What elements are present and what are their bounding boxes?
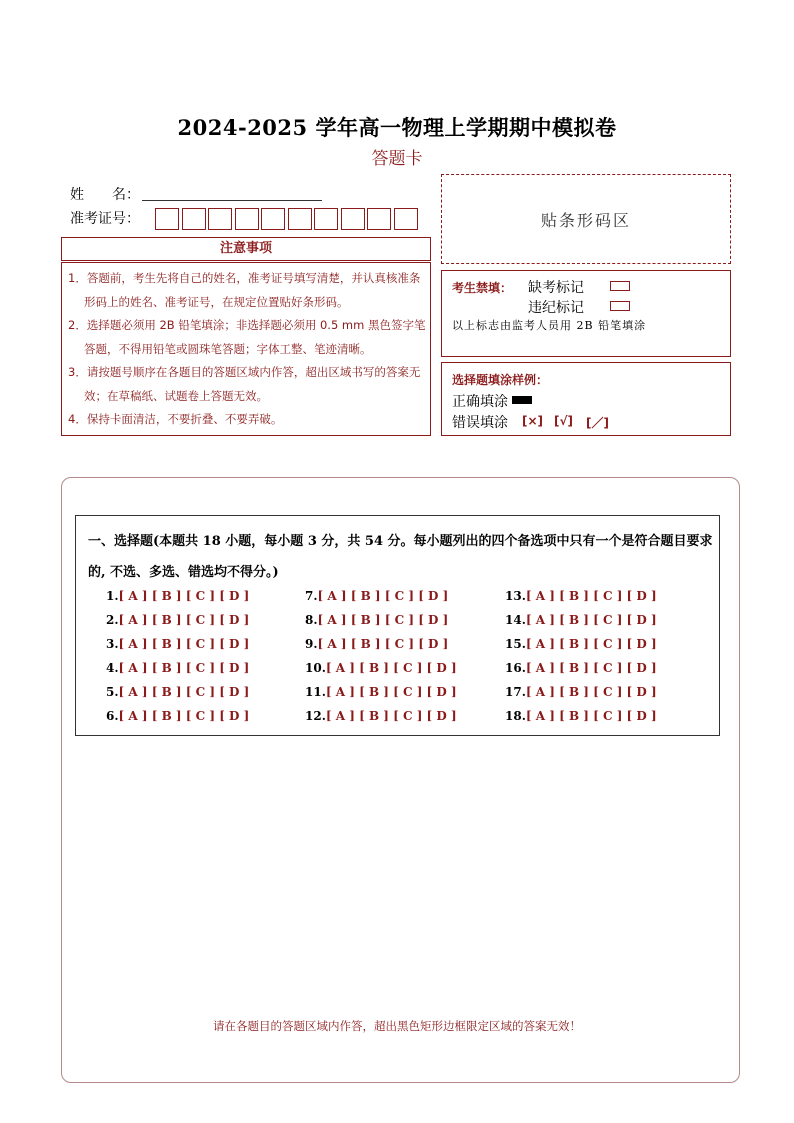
fill-sample-title: 选择题填涂样例： [452, 373, 549, 387]
id-box[interactable] [208, 208, 232, 230]
id-box[interactable] [367, 208, 391, 230]
answer-options[interactable]: [ A ] [ B ] [ C ] [ D ] [118, 613, 250, 627]
id-box[interactable] [182, 208, 206, 230]
question-7[interactable] [305, 589, 448, 603]
exam-marks-label: 考生禁填： [452, 281, 513, 295]
answer-options[interactable]: [ A ] [ B ] [ C ] [ D ] [325, 709, 457, 723]
question-2[interactable] [106, 613, 249, 627]
correct-fill-sample [512, 396, 532, 404]
barcode-area [441, 174, 731, 264]
answer-options[interactable]: [ A ] [ B ] [ C ] [ D ] [325, 661, 457, 675]
violation-mark-box[interactable] [610, 301, 630, 311]
answer-options[interactable]: [ A ] [ B ] [ C ] [ D ] [525, 661, 657, 675]
question-1[interactable] [106, 589, 249, 603]
question-5[interactable] [106, 685, 249, 699]
page-title: 2024-2025 学年高一物理上学期期中模拟卷 [177, 115, 617, 140]
violation-mark-label: 违纪标记 [528, 300, 584, 316]
question-9[interactable] [305, 637, 448, 651]
notice-body [61, 262, 431, 436]
question-10[interactable] [305, 661, 457, 675]
question-number: 15. [505, 637, 526, 651]
answer-options[interactable]: [ A ] [ B ] [ C ] [ D ] [317, 637, 449, 651]
question-number: 13. [505, 589, 526, 603]
answer-options[interactable]: [ A ] [ B ] [ C ] [ D ] [118, 589, 250, 603]
notice-title: 注意事项 [61, 237, 431, 261]
choice-section [75, 515, 720, 736]
question-number: 7. [305, 589, 318, 603]
page-subtitle: 答题卡 [371, 149, 423, 169]
notice-item: 4．保持卡面清洁，不要折叠、不要弄破。 [68, 412, 283, 426]
question-14[interactable] [505, 613, 657, 627]
answer-options[interactable]: [ A ] [ B ] [ C ] [ D ] [317, 613, 449, 627]
notice-item: 1．答题前，考生先将自己的姓名，准考证号填写清楚，并认真核准条形码上的姓名、准考证号，在规定位置贴好条形码。 [68, 271, 421, 309]
question-number: 6. [106, 709, 119, 723]
question-8[interactable] [305, 613, 448, 627]
id-box[interactable] [341, 208, 365, 230]
question-11[interactable] [305, 685, 457, 699]
wrong-fill-sample-3: [／] [586, 416, 609, 430]
barcode-label: 贴条形码区 [540, 210, 631, 230]
question-number: 2. [106, 613, 119, 627]
answer-options[interactable]: [ A ] [ B ] [ C ] [ D ] [118, 709, 250, 723]
id-box[interactable] [394, 208, 418, 230]
question-17[interactable] [505, 685, 657, 699]
answer-options[interactable]: [ A ] [ B ] [ C ] [ D ] [525, 637, 657, 651]
answer-options[interactable]: [ A ] [ B ] [ C ] [ D ] [118, 661, 250, 675]
answer-options[interactable]: [ A ] [ B ] [ C ] [ D ] [525, 613, 657, 627]
question-number: 10. [305, 661, 326, 675]
question-18[interactable] [505, 709, 657, 723]
question-4[interactable] [106, 661, 249, 675]
name-label: 姓 名： [70, 187, 140, 203]
wrong-fill-sample-2: [√] [554, 414, 573, 428]
question-number: 16. [505, 661, 526, 675]
section-heading: 一、选择题(本题共 18 小题，每小题 3 分，共 54 分。每小题列出的四个备选项中只有一个是符合题目要求的, 不选、多选、错选均不得分。) [88, 534, 713, 580]
answer-options[interactable]: [ A ] [ B ] [ C ] [ D ] [325, 685, 457, 699]
id-label: 准考证号： [70, 211, 140, 227]
answer-options[interactable]: [ A ] [ B ] [ C ] [ D ] [317, 589, 449, 603]
question-number: 18. [505, 709, 526, 723]
question-number: 9. [305, 637, 318, 651]
answer-options[interactable]: [ A ] [ B ] [ C ] [ D ] [118, 637, 250, 651]
absent-mark-box[interactable] [610, 281, 630, 291]
id-box[interactable] [261, 208, 285, 230]
name-field[interactable] [142, 200, 322, 201]
footer-warning: 请在各题目的答题区域内作答，超出黑色矩形边框限定区域的答案无效！ [213, 1019, 581, 1033]
exam-marks-box [441, 270, 731, 357]
question-number: 12. [305, 709, 326, 723]
id-box[interactable] [314, 208, 338, 230]
question-number: 1. [106, 589, 119, 603]
answer-options[interactable]: [ A ] [ B ] [ C ] [ D ] [525, 589, 657, 603]
question-number: 8. [305, 613, 318, 627]
wrong-fill-sample-1: [×] [522, 414, 544, 428]
notice-item: 2．选择题必须用 2B 铅笔填涂；非选择题必须用 0.5 mm 黑色签字笔答题，不得用铅笔或圆珠笔答题；字体工整、笔迹清晰。 [68, 318, 426, 356]
question-number: 3. [106, 637, 119, 651]
question-6[interactable] [106, 709, 249, 723]
answer-options[interactable]: [ A ] [ B ] [ C ] [ D ] [525, 709, 657, 723]
question-12[interactable] [305, 709, 457, 723]
answer-options[interactable]: [ A ] [ B ] [ C ] [ D ] [525, 685, 657, 699]
question-number: 4. [106, 661, 119, 675]
question-number: 11. [305, 685, 326, 699]
question-number: 14. [505, 613, 526, 627]
wrong-fill-label: 错误填涂 [452, 415, 508, 431]
id-box[interactable] [235, 208, 259, 230]
correct-fill-label: 正确填涂 [452, 394, 508, 410]
answer-options[interactable]: [ A ] [ B ] [ C ] [ D ] [118, 685, 250, 699]
question-16[interactable] [505, 661, 657, 675]
absent-mark-label: 缺考标记 [528, 280, 584, 296]
question-number: 17. [505, 685, 526, 699]
exam-marks-note: 以上标志由监考人员用 2B 铅笔填涂 [452, 319, 647, 332]
id-boxes [155, 208, 420, 230]
notice-item: 3．请按题号顺序在各题目的答题区域内作答，超出区域书写的答案无效；在草稿纸、试题卷上答题无效。 [68, 365, 421, 403]
fill-sample-box [441, 362, 731, 436]
id-box[interactable] [155, 208, 179, 230]
id-box[interactable] [288, 208, 312, 230]
question-3[interactable] [106, 637, 249, 651]
question-15[interactable] [505, 637, 657, 651]
question-13[interactable] [505, 589, 657, 603]
question-number: 5. [106, 685, 119, 699]
